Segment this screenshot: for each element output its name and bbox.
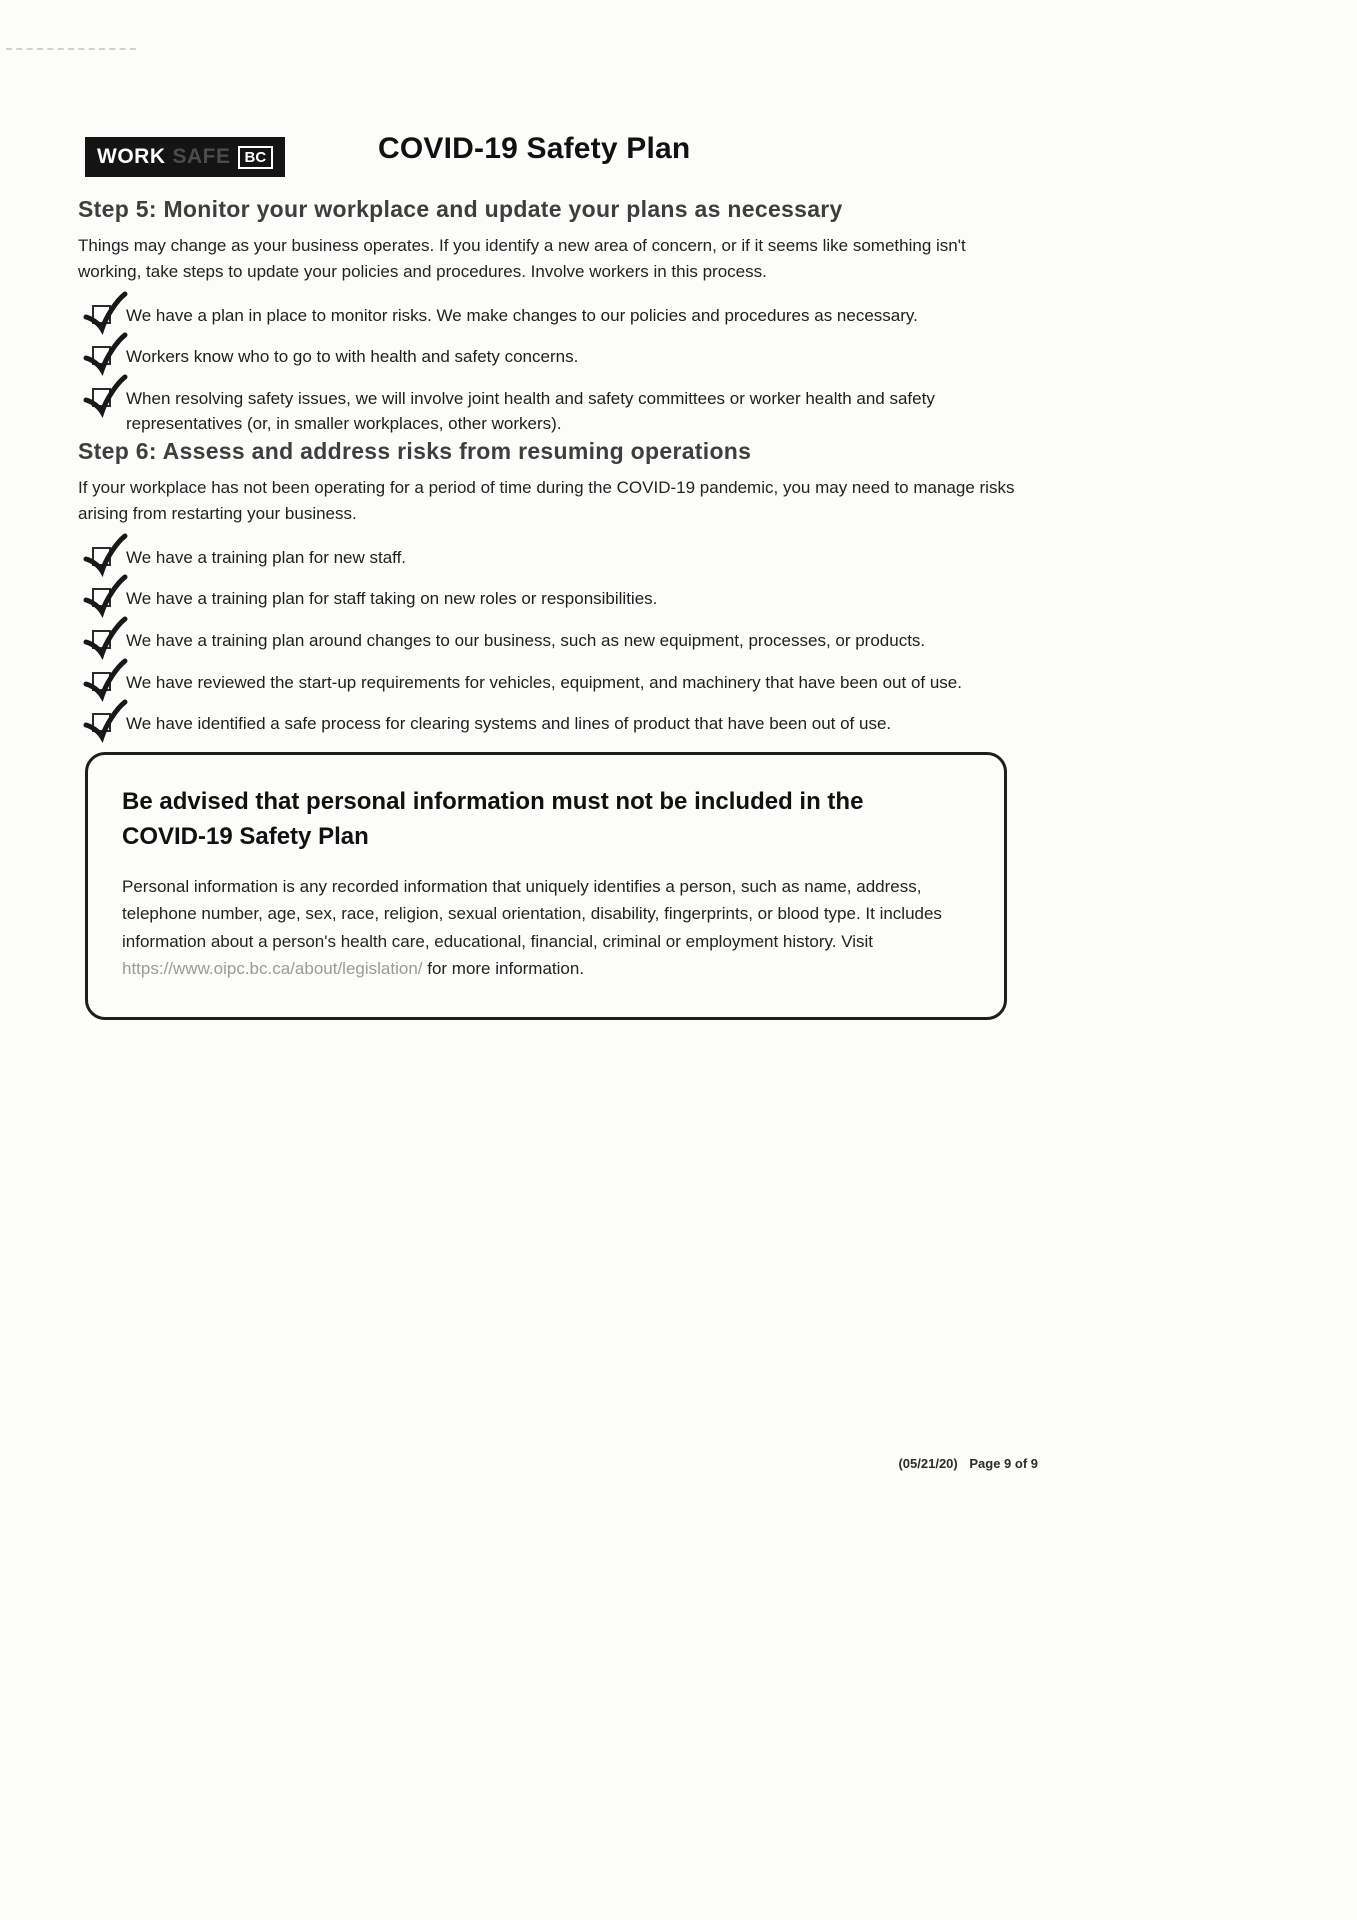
step6-intro: If your workplace has not been operating for a period of time during the COVID-19 pandemic, you may need to manage risks arising from restarting your business. [78,478,1015,524]
checkbox[interactable] [92,672,111,691]
handwritten-check-icon [82,573,130,621]
checkbox-label: Workers know who to go to with health and safety concerns. [126,347,579,367]
step6-heading: Step 6: Assess and address risks from resuming operations [78,438,752,464]
checklist-item [78,712,1026,737]
checkbox-label: We have identified a safe process for clearing systems and lines of product that have been out of use. [126,714,892,734]
logo-safe-text: SAFE [172,145,231,168]
notice-text-before-link: Personal information is any recorded information that uniquely identifies a person, such as name, address, telephone number, age, sex, race, religion, sexual orientation, disability, fingerprints, or blood type. It includes information about a person's health care, educational, financial, criminal or employment history. Visit [122,876,942,951]
notice-body [122,873,970,983]
footer-page-number: Page 9 of 9 [969,1456,1038,1471]
section-step5 [78,196,1026,453]
handwritten-check-icon [82,532,130,580]
checklist-item [78,629,1026,654]
notice-title: Be advised that personal information must not be included in the COVID-19 Safety Plan [122,788,864,850]
logo-work-text: WORK [97,145,166,168]
checklist-item [78,387,1026,436]
handwritten-check-icon [82,657,130,705]
checkbox[interactable] [92,305,111,324]
notice-text-after-link: for more information. [422,959,585,979]
checkbox[interactable] [92,547,111,566]
handwritten-check-icon [82,331,130,379]
checkbox-label: We have a plan in place to monitor risks. We make changes to our policies and procedures as necessary. [126,305,918,325]
checklist-item [78,345,1026,370]
checkbox-label: We have a training plan around changes to our business, such as new equipment, processes, or products. [126,630,926,650]
checkbox-label: We have a training plan for new staff. [126,547,407,567]
handwritten-check-icon [82,615,130,663]
logo-bc-badge: BC [238,146,274,169]
oipc-legislation-link[interactable]: https://www.oipc.bc.ca/about/legislation/ [122,959,423,979]
checkbox-label: When resolving safety issues, we will involve joint health and safety committees or worker health and safety representatives (or, in smaller workplaces, other workers). [126,388,935,433]
checkbox[interactable] [92,346,111,365]
checklist-item [78,304,1026,329]
worksafebc-logo [85,137,285,177]
checklist-item [78,546,1026,571]
step6-checklist [78,546,1026,737]
page-footer [0,1456,1038,1471]
step5-checklist [78,304,1026,437]
footer-date: (05/21/20) [898,1456,958,1471]
checkbox[interactable] [92,588,111,607]
scan-artifact [6,48,136,50]
step5-intro: Things may change as your business operates. If you identify a new area of concern, or if it seems like something isn't working, take steps to update your policies and procedures. Involve workers in this process. [78,236,966,282]
checkbox[interactable] [92,388,111,407]
personal-information-notice-box [85,752,1007,1020]
handwritten-check-icon [82,373,130,421]
checklist-item [78,587,1026,612]
checkbox[interactable] [92,713,111,732]
checkbox-label: We have a training plan for staff taking on new roles or responsibilities. [126,589,658,609]
document-title: COVID-19 Safety Plan [378,132,691,165]
checkbox[interactable] [92,630,111,649]
checklist-item [78,671,1026,696]
section-step6 [78,438,1026,754]
checkbox-label: We have reviewed the start-up requirements for vehicles, equipment, and machinery that have been out of use. [126,672,962,692]
handwritten-check-icon [82,290,130,338]
handwritten-check-icon [82,698,130,746]
step5-heading: Step 5: Monitor your workplace and update your plans as necessary [78,196,843,222]
